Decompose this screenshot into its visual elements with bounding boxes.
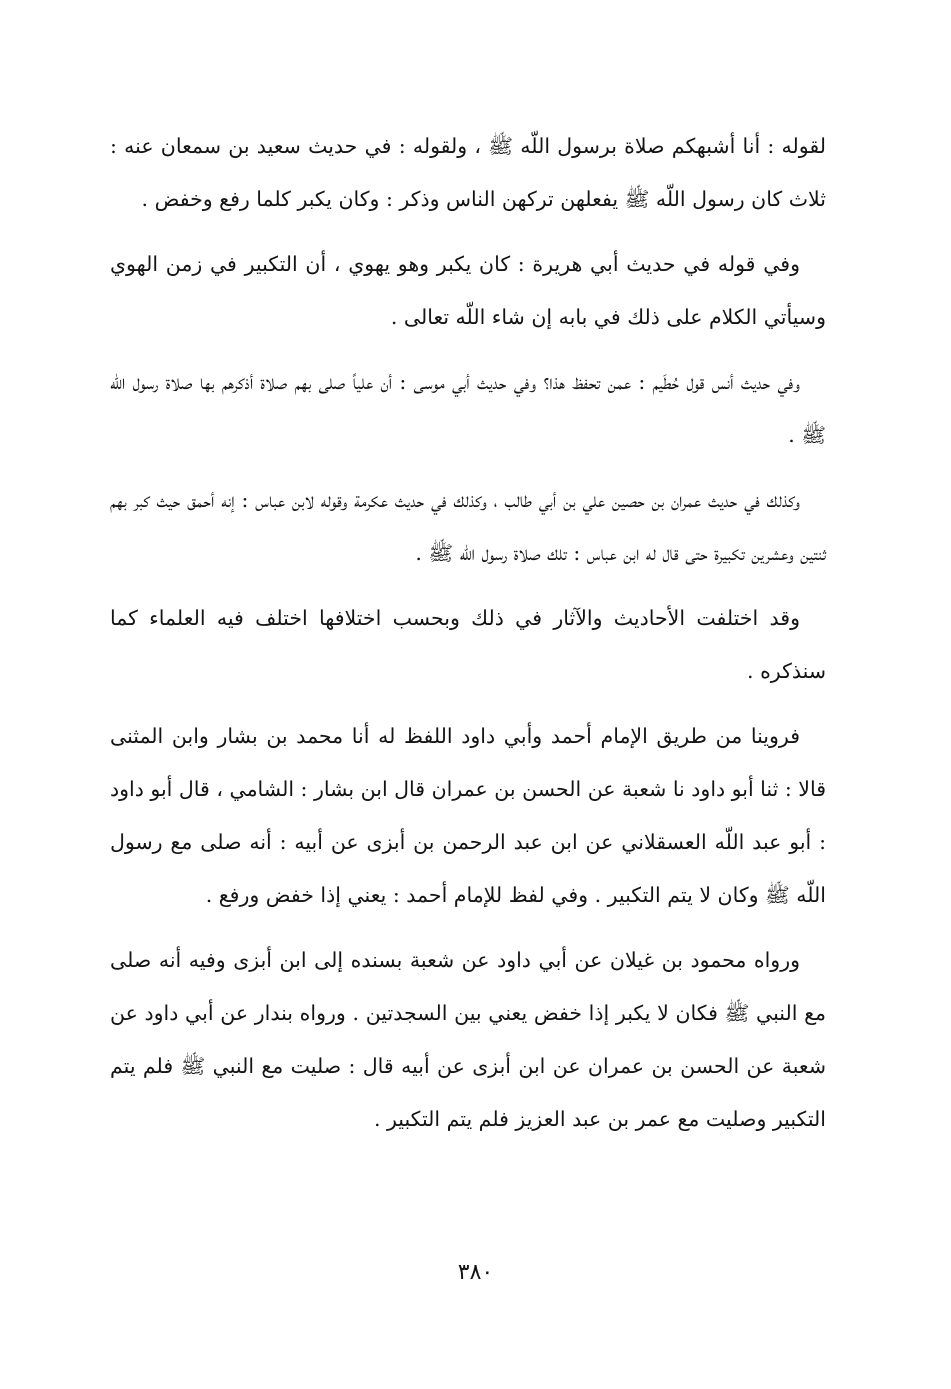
paragraph-6: فروينا من طريق الإمام أحمد وأبي داود اللفظ له أنا محمد بن بشار وابن المثنى قالا : ثنا أبو داود نا شعبة عن الحسن بن عمران قال ابن بشار : الشامي ، قال أبو داود : أبو عبد اللّه العسقلاني عن ابن عبد الرحمن بن أبزى عن أبيه : أنه صلى مع رسول اللّه ﷺ وكان لا يتم التكبير . وفي لفظ للإمام أحمد : يعني إذا خفض ورفع . [110,724,826,907]
book-page-body [110,120,826,1158]
paragraph-3: وفي حديث أنس قول حُطَيم : عمن تحفظ هذا؟ وفي حديث أبي موسى : أن علياً صلى بهم صلاة أذكرهم بها صلاة رسول اللّه ﷺ . [110,370,826,447]
paragraph-5: وقد اختلفت الأحاديث والآثار في ذلك وبحسب اختلافها اختلف فيه العلماء كما سنذكره . [110,606,826,683]
paragraph-7: ورواه محمود بن غيلان عن أبي داود عن شعبة بسنده إلى ابن أبزى وفيه أنه صلى مع النبي ﷺ فكان لا يكبر إذا خفض يعني بين السجدتين . ورواه بندار عن أبي داود عن شعبة عن الحسن بن عمران عن ابن أبزى عن أبيه قال : صليت مع النبي ﷺ فلم يتم التكبير وصليت مع عمر بن عبد العزيز فلم يتم التكبير . [110,948,826,1131]
paragraph-4: وكذلك في حديث عمران بن حصين علي بن أبي طالب ، وكذلك في حديث عكرمة وقوله لابن عباس : إنه أحمق حيث كبر بهم ثنتين وعشرين تكبيرة حتى قال له ابن عباس : تلك صلاة رسول اللّه ﷺ . [110,488,826,565]
paragraph-2: وفي قوله في حديث أبي هريرة : كان يكبر وهو يهوي ، أن التكبير في زمن الهوي وسيأتي الكلام على ذلك في بابه إن شاء اللّه تعالى . [110,252,826,329]
paragraph-1: لقوله : أنا أشبهكم صلاة برسول اللّه ﷺ ، ولقوله : في حديث سعيد بن سمعان عنه : ثلاث كان رسول اللّه ﷺ يفعلهن تركهن الناس وذكر : وكان يكبر كلما رفع وخفض . [110,134,826,211]
page-number: ٣٨٠ [457,1260,494,1285]
